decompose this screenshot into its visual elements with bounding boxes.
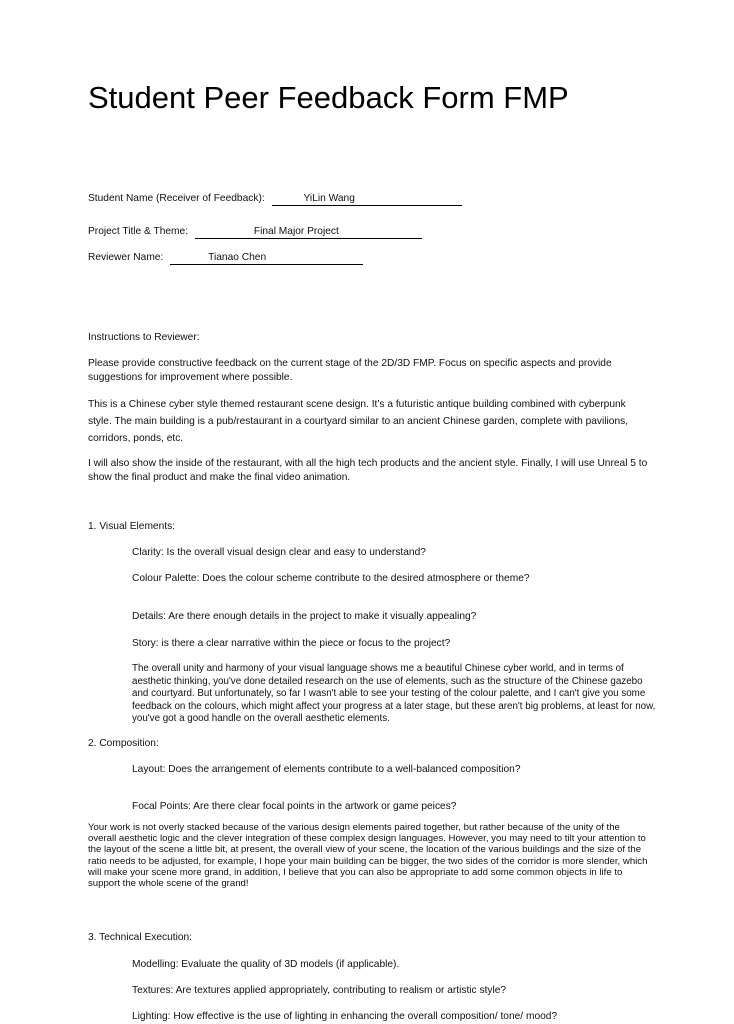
question-clarity: Clarity: Is the overall visual design clear and easy to understand? <box>132 547 426 558</box>
section-technical-execution-heading: 3. Technical Execution: <box>88 932 193 943</box>
reviewer-name-value: Tianao Chen <box>208 252 267 263</box>
reviewer-name-label: Reviewer Name: <box>88 252 164 263</box>
question-story: Story: is there a clear narrative within the piece or focus to the project? <box>132 638 451 649</box>
question-details: Details: Are there enough details in the project to make it visually appealing? <box>132 611 477 622</box>
project-description-2: I will also show the inside of the restaurant, with all the high tech products and the ancient style. Finally, I will use Unreal 5 to show the final product and make the final video animation. <box>88 458 648 483</box>
project-title-row <box>88 225 422 239</box>
form-title: Student Peer Feedback Form FMP <box>88 80 569 115</box>
section-composition-heading: 2. Composition: <box>88 738 159 749</box>
project-description-1: This is a Chinese cyber style themed restaurant scene design. It’s a futuristic antique building combined with cyberpunk style. The main building is a pub/restaurant in a courtyard similar to an ancient Chinese garden, complete with pavilions, corridors, ponds, etc. <box>88 399 629 444</box>
section-visual-elements-heading: 1. Visual Elements: <box>88 521 176 532</box>
answer-composition: Your work is not overly stacked because of the various design elements paired together, but rather because of the unity of the overall aesthetic logic and the clever integration of these complex design languages. However, you may need to tilt your attention to the layout of the scene a little bit, at present, the overall view of your scene, the location of the various buildings and the size of the ratio needs to be adjusted, for example, I hope your main building can be bigger, the two sides of the corridor is more slender, which will make your scene more grand, in addition, I believe that you can also be appropriate to add some common objects in life to support the whole scene of the grand! <box>88 822 648 890</box>
reviewer-name-field <box>170 252 363 265</box>
question-textures: Textures: Are textures applied appropriately, contributing to realism or artistic style? <box>132 985 507 996</box>
student-name-row <box>88 192 462 206</box>
question-lighting: Lighting: How effective is the use of lighting in enhancing the overall composition/ tone/ mood? <box>132 1011 558 1022</box>
project-title-label: Project Title & Theme: <box>88 226 189 237</box>
student-name-value: YiLin Wang <box>303 193 355 204</box>
student-name-field <box>272 193 462 206</box>
question-modelling: Modelling: Evaluate the quality of 3D models (if applicable). <box>132 959 400 970</box>
reviewer-name-row <box>88 251 363 265</box>
answer-visual-elements: The overall unity and harmony of your visual language shows me a beautiful Chinese cyber world, and in terms of aesthetic thinking, you've done detailed research on the use of elements, such as the structure of the Chinese gazebo and courtyard. But unfortunately, so far I wasn't able to see your testing of the colour palette, and I can't give you some feedback on the colours, which might affect your progress at a later stage, but these aren't big problems, at least for now, you've got a good handle on the overall aesthetic elements. <box>132 663 656 724</box>
question-colour-palette: Colour Palette: Does the colour scheme contribute to the desired atmosphere or theme? <box>132 573 530 584</box>
question-focal-points: Focal Points: Are there clear focal points in the artwork or game peices? <box>132 801 457 812</box>
project-title-value: Final Major Project <box>253 226 339 237</box>
project-title-field <box>195 226 422 239</box>
student-name-label: Student Name (Receiver of Feedback): <box>88 193 265 204</box>
instructions-heading: Instructions to Reviewer: <box>88 332 200 343</box>
instructions-text: Please provide constructive feedback on the current stage of the 2D/3D FMP. Focus on specific aspects and provide suggestions for improvement where possible. <box>88 358 612 383</box>
question-layout: Layout: Does the arrangement of elements contribute to a well-balanced composition? <box>132 764 521 775</box>
